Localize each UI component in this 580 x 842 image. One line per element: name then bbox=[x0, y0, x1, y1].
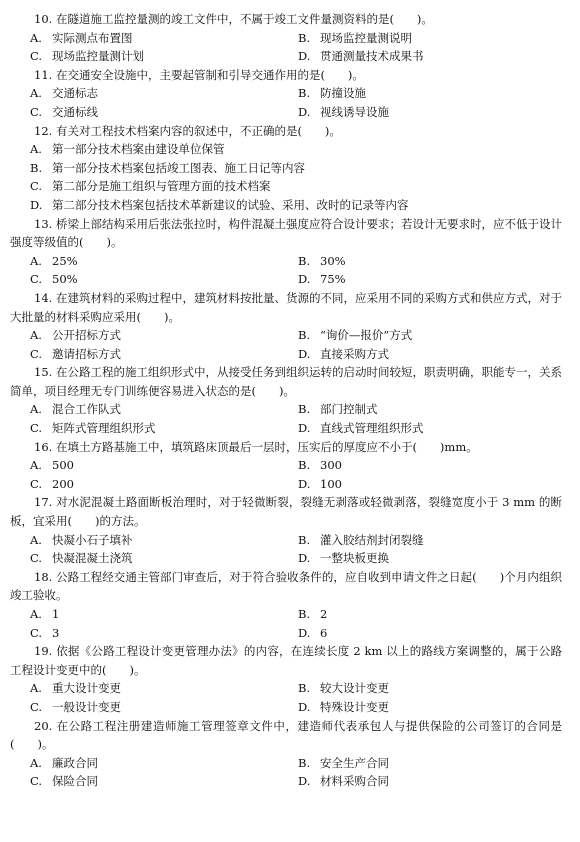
answer-option bbox=[286, 270, 562, 289]
question-stem bbox=[10, 642, 562, 679]
option-letter: A. bbox=[30, 253, 42, 268]
option-text: 混合工作队式 bbox=[52, 402, 121, 417]
option-letter: C. bbox=[30, 346, 43, 361]
question-stem bbox=[10, 363, 562, 400]
question-number: 11. bbox=[34, 67, 53, 82]
option-text: 安全生产合同 bbox=[320, 755, 389, 770]
option-group bbox=[10, 400, 562, 437]
question-stem bbox=[10, 10, 562, 29]
question-number: 16. bbox=[34, 439, 53, 454]
option-letter: D. bbox=[298, 421, 311, 436]
option-letter: B. bbox=[298, 402, 311, 417]
answer-option bbox=[286, 84, 562, 103]
option-letter: A. bbox=[30, 142, 42, 157]
answer-option bbox=[10, 103, 286, 122]
answer-option bbox=[10, 47, 286, 66]
question-block bbox=[10, 438, 562, 494]
answer-option bbox=[10, 400, 286, 419]
option-letter: D. bbox=[298, 699, 311, 714]
question-block bbox=[10, 493, 562, 567]
option-letter: C. bbox=[30, 272, 43, 287]
question-stem bbox=[10, 66, 562, 85]
question-text: 依据《公路工程设计变更管理办法》的内容，在连续长度 2 km 以上的路线方案调整的，属于公路工程设计变更中的( )。 bbox=[10, 644, 562, 677]
question-text: 在公路工程注册建造师施工管理签章文件中，建造师代表承包人与提供保险的公司签订的合同是( )。 bbox=[10, 718, 563, 752]
answer-option bbox=[286, 419, 562, 438]
option-text: 公开招标方式 bbox=[52, 328, 121, 343]
answer-option bbox=[10, 177, 562, 196]
question-block bbox=[10, 642, 562, 716]
answer-option bbox=[286, 326, 562, 345]
option-text: 灌入胶结剂封闭裂缝 bbox=[320, 532, 424, 547]
option-letter: B. bbox=[298, 532, 311, 547]
question-number: 14. bbox=[34, 290, 53, 305]
option-text: 300 bbox=[320, 458, 342, 473]
answer-option bbox=[10, 252, 286, 271]
option-text: 重大设计变更 bbox=[52, 681, 121, 696]
option-group bbox=[10, 84, 562, 121]
option-text: 视线诱导设施 bbox=[320, 104, 389, 119]
option-text: 邀请招标方式 bbox=[52, 346, 121, 361]
option-text: 第二部分技术档案包括技术革新建议的试验、采用、改时的记录等内容 bbox=[52, 197, 409, 212]
answer-option bbox=[10, 698, 286, 717]
option-text: 直接采购方式 bbox=[320, 346, 389, 361]
option-text: 现场监控量测计划 bbox=[52, 49, 144, 64]
answer-option bbox=[10, 29, 286, 48]
option-text: 50% bbox=[52, 272, 78, 287]
option-text: 25% bbox=[52, 253, 78, 268]
option-text: 一整块板更换 bbox=[320, 551, 389, 566]
option-letter: A. bbox=[30, 30, 42, 45]
question-number: 13. bbox=[34, 216, 53, 231]
question-text: 对水泥混凝土路面断板治理时，对于轻微断裂，裂缝无剥落或轻微剥落，裂缝宽度小于 3 mm 的断板，宜采用( )的方法。 bbox=[10, 495, 562, 529]
option-letter: D. bbox=[298, 551, 311, 566]
option-letter: C. bbox=[30, 421, 43, 436]
answer-option bbox=[10, 84, 286, 103]
question-text: 在交通安全设施中，主要起管制和引导交通作用的是( )。 bbox=[55, 67, 364, 82]
option-letter: C. bbox=[30, 179, 43, 194]
question-stem bbox=[10, 122, 562, 141]
option-letter: C. bbox=[30, 104, 43, 119]
option-text: 第一部分技术档案包括竣工图表、施工日记等内容 bbox=[52, 160, 305, 175]
option-text: 3 bbox=[52, 625, 60, 640]
option-group bbox=[10, 29, 562, 66]
option-text: 200 bbox=[52, 476, 74, 491]
option-group bbox=[10, 326, 562, 363]
option-letter: D. bbox=[298, 272, 311, 287]
answer-option bbox=[10, 270, 286, 289]
question-list bbox=[10, 10, 562, 791]
option-text: 特殊设计变更 bbox=[320, 699, 389, 714]
answer-option bbox=[286, 549, 562, 568]
option-text: 现场监控量测说明 bbox=[320, 30, 412, 45]
option-text: 快凝混凝土浇筑 bbox=[52, 551, 133, 566]
option-letter: B. bbox=[298, 86, 311, 101]
option-letter: D. bbox=[298, 476, 311, 491]
option-letter: C. bbox=[30, 476, 43, 491]
option-group bbox=[10, 140, 562, 214]
answer-option bbox=[10, 679, 286, 698]
option-letter: A. bbox=[30, 755, 42, 770]
option-letter: A. bbox=[30, 532, 42, 547]
option-group bbox=[10, 531, 562, 568]
answer-option bbox=[286, 400, 562, 419]
option-letter: A. bbox=[30, 86, 42, 101]
option-group bbox=[10, 679, 562, 716]
question-block bbox=[10, 289, 562, 363]
option-text: 30% bbox=[320, 253, 346, 268]
answer-option bbox=[286, 679, 562, 698]
answer-option bbox=[286, 47, 562, 66]
question-number: 18. bbox=[34, 569, 53, 584]
option-text: 保险合同 bbox=[52, 774, 98, 789]
option-text: 75% bbox=[320, 272, 346, 287]
option-text: “询价—报价”方式 bbox=[320, 328, 413, 343]
answer-option bbox=[286, 624, 562, 643]
option-letter: C. bbox=[30, 625, 43, 640]
answer-option bbox=[10, 624, 286, 643]
answer-option bbox=[286, 345, 562, 364]
option-letter: B. bbox=[298, 328, 311, 343]
option-letter: A. bbox=[30, 328, 42, 343]
option-letter: A. bbox=[30, 607, 42, 621]
question-block bbox=[10, 363, 562, 437]
option-letter: A. bbox=[30, 681, 42, 696]
question-stem bbox=[10, 568, 562, 605]
option-letter: C. bbox=[30, 699, 43, 714]
option-letter: D. bbox=[298, 625, 311, 640]
answer-option bbox=[10, 475, 286, 494]
question-stem bbox=[10, 289, 562, 326]
answer-option bbox=[10, 456, 286, 475]
question-number: 10. bbox=[34, 12, 53, 26]
question-block bbox=[10, 10, 562, 66]
option-letter: D. bbox=[298, 104, 311, 119]
answer-option bbox=[10, 159, 562, 178]
option-text: 快凝小石子填补 bbox=[52, 532, 133, 547]
option-letter: A. bbox=[30, 458, 42, 473]
question-block bbox=[10, 66, 562, 122]
option-letter: D. bbox=[298, 346, 311, 361]
option-letter: C. bbox=[30, 551, 43, 566]
option-letter: C. bbox=[30, 774, 43, 789]
answer-option bbox=[286, 103, 562, 122]
option-letter: C. bbox=[30, 49, 43, 64]
option-letter: B. bbox=[30, 160, 43, 175]
option-letter: D. bbox=[298, 774, 311, 789]
answer-option bbox=[10, 326, 286, 345]
answer-option bbox=[10, 754, 286, 773]
answer-option bbox=[286, 456, 562, 475]
option-letter: B. bbox=[298, 458, 311, 473]
question-text: 有关对工程技术档案内容的叙述中，不正确的是( )。 bbox=[55, 123, 341, 138]
answer-option bbox=[10, 196, 562, 215]
option-letter: B. bbox=[298, 755, 311, 770]
option-text: 交通标志 bbox=[52, 86, 98, 101]
option-group bbox=[10, 754, 562, 791]
question-stem bbox=[10, 438, 562, 457]
question-text: 桥梁上部结构采用后张法张拉时，构件混凝土强度应符合设计要求；若设计无要求时，应不低于设计强度等级值的( )。 bbox=[10, 216, 563, 250]
answer-option bbox=[10, 531, 286, 550]
option-text: 2 bbox=[320, 607, 328, 621]
question-number: 15. bbox=[34, 365, 53, 380]
option-text: 防撞设施 bbox=[320, 86, 366, 101]
question-stem bbox=[10, 215, 562, 252]
question-text: 在建筑材料的采购过程中，建筑材料按批量、货源的不同，应采用不同的采购方式和供应方式，对于大批量的材料采购应采用( )。 bbox=[10, 290, 563, 324]
answer-option bbox=[286, 698, 562, 717]
option-text: 实际测点布置图 bbox=[52, 30, 133, 45]
option-text: 500 bbox=[52, 458, 74, 473]
answer-option bbox=[10, 140, 562, 159]
option-text: 6 bbox=[320, 625, 328, 640]
answer-option bbox=[286, 475, 562, 494]
question-text: 公路工程经交通主管部门审查后，对于符合验收条件的，应自收到申请文件之日起( )个月内组织竣工验收。 bbox=[10, 569, 563, 603]
option-group bbox=[10, 252, 562, 289]
option-group bbox=[10, 605, 562, 642]
option-text: 100 bbox=[320, 476, 342, 491]
question-text: 在填土方路基施工中，填筑路床顶最后一层时，压实后的厚度应不小于( )mm。 bbox=[55, 439, 478, 454]
answer-option bbox=[10, 419, 286, 438]
option-letter: B. bbox=[298, 681, 311, 696]
option-letter: B. bbox=[298, 607, 311, 621]
question-number: 12. bbox=[34, 123, 53, 138]
answer-option bbox=[286, 754, 562, 773]
answer-option bbox=[10, 345, 286, 364]
answer-option bbox=[286, 531, 562, 550]
option-letter: A. bbox=[30, 402, 42, 417]
option-letter: B. bbox=[298, 30, 311, 45]
question-text: 在隧道施工监控量测的竣工文件中，不属于竣工文件量测资料的是( )。 bbox=[55, 12, 433, 26]
question-stem bbox=[10, 717, 562, 754]
answer-option bbox=[10, 772, 286, 791]
question-number: 20. bbox=[34, 718, 53, 733]
question-block bbox=[10, 215, 562, 289]
option-text: 部门控制式 bbox=[320, 402, 378, 417]
option-text: 较大设计变更 bbox=[320, 681, 389, 696]
question-text: 在公路工程的施工组织形式中，从接受任务到组织运转的启动时间较短，职责明确，职能专一，关系简单，项目经理无专门训练便容易进入状态的是( )。 bbox=[10, 365, 563, 398]
option-text: 交通标线 bbox=[52, 104, 98, 119]
option-group bbox=[10, 456, 562, 493]
option-text: 一般设计变更 bbox=[52, 699, 121, 714]
option-text: 廉政合同 bbox=[52, 755, 98, 770]
option-text: 1 bbox=[52, 607, 60, 621]
option-letter: D. bbox=[30, 197, 43, 212]
option-text: 第二部分是施工组织与管理方面的技术档案 bbox=[52, 179, 271, 194]
answer-option bbox=[286, 29, 562, 48]
answer-option bbox=[286, 252, 562, 271]
question-number: 17. bbox=[34, 495, 53, 510]
option-text: 材料采购合同 bbox=[320, 774, 389, 789]
answer-option bbox=[286, 605, 562, 624]
question-number: 19. bbox=[34, 644, 53, 659]
answer-option bbox=[10, 605, 286, 624]
answer-option bbox=[286, 772, 562, 791]
option-letter: B. bbox=[298, 253, 311, 268]
question-stem bbox=[10, 493, 562, 530]
question-block bbox=[10, 122, 562, 215]
option-text: 贯通测量技术成果书 bbox=[320, 49, 424, 64]
option-text: 矩阵式管理组织形式 bbox=[52, 421, 156, 436]
answer-option bbox=[10, 549, 286, 568]
question-block bbox=[10, 568, 562, 642]
option-text: 第一部分技术档案由建设单位保管 bbox=[52, 142, 225, 157]
option-letter: D. bbox=[298, 49, 311, 64]
question-block bbox=[10, 717, 562, 791]
option-text: 直线式管理组织形式 bbox=[320, 421, 424, 436]
